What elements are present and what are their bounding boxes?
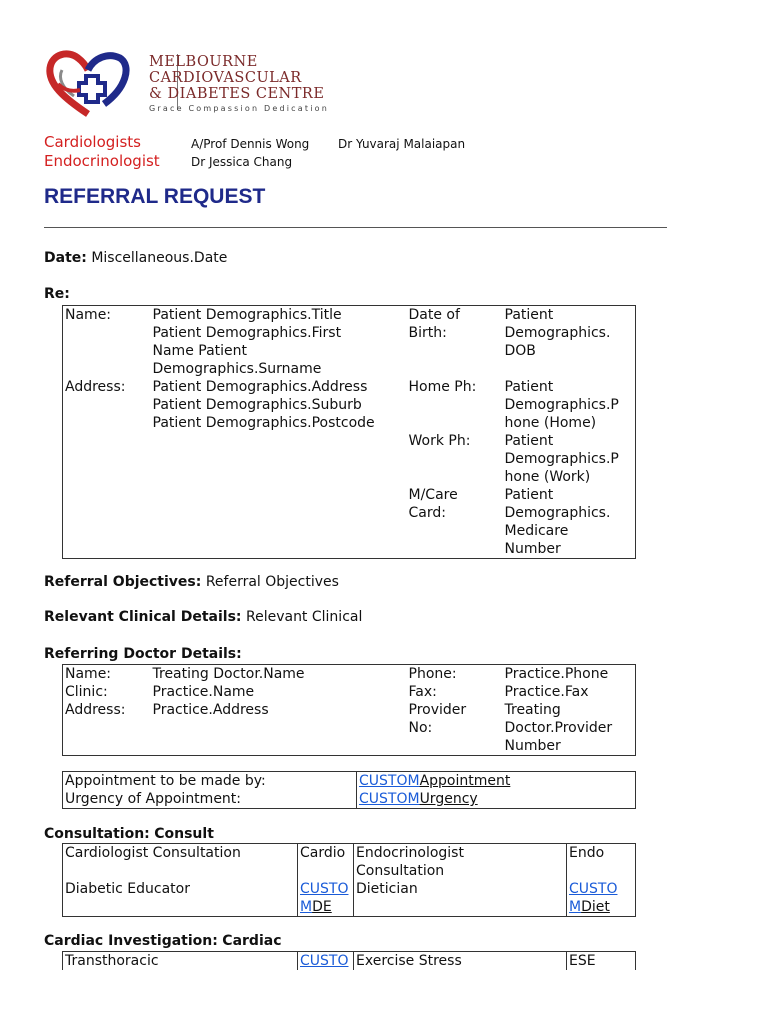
objectives-label: Referral Objectives: bbox=[44, 574, 202, 590]
title-rule bbox=[44, 227, 667, 228]
medicare-label-line: Card: bbox=[408, 505, 446, 521]
ese-value: ESE bbox=[567, 952, 636, 971]
logo-line-1: MELBOURNE bbox=[149, 54, 258, 70]
address-line: Patient Demographics.Address bbox=[152, 379, 368, 395]
medicare-value bbox=[503, 486, 636, 559]
consultation-table bbox=[62, 843, 636, 917]
contact-labels bbox=[407, 665, 503, 756]
date-line bbox=[44, 250, 227, 266]
home-phone-label: Home Ph: bbox=[408, 379, 477, 395]
doctors-column-2 bbox=[338, 135, 465, 153]
provider-value-line: Number bbox=[504, 738, 561, 754]
address-line: Patient Demographics.Suburb bbox=[152, 397, 362, 413]
medicare-label-line: M/Care bbox=[408, 487, 458, 503]
appointment-by-label: Appointment to be made by: bbox=[65, 773, 266, 789]
de-value: DE bbox=[312, 899, 332, 915]
cardiac-label: Cardiac Investigation: bbox=[44, 933, 218, 949]
consultation-value: Consult bbox=[154, 826, 214, 842]
date-label: Date: bbox=[44, 250, 87, 266]
urgency-value: Urgency bbox=[419, 791, 478, 807]
medicare-value-line: Number bbox=[504, 541, 561, 557]
dob-value bbox=[503, 306, 636, 379]
logo-tagline: Grace Compassion Dedication bbox=[149, 104, 329, 113]
doctor-name-label: Name: bbox=[65, 666, 112, 682]
re-label: Re: bbox=[44, 286, 70, 302]
endo-value: Endo bbox=[567, 844, 636, 881]
diet-custom-link[interactable]: CUSTO bbox=[569, 881, 618, 897]
dob-label bbox=[407, 306, 503, 379]
urgency-custom-link[interactable]: CUSTOM bbox=[359, 791, 420, 807]
home-phone-line: hone (Home) bbox=[504, 415, 597, 431]
address-line: Patient Demographics.Postcode bbox=[152, 415, 375, 431]
name-value bbox=[151, 306, 407, 379]
objectives-value: Referral Objectives bbox=[205, 574, 339, 590]
appointment-labels bbox=[63, 772, 357, 809]
fax-value: Practice.Fax bbox=[504, 684, 589, 700]
consultation-label: Consultation: bbox=[44, 826, 150, 842]
name-value-line: Name Patient bbox=[152, 343, 247, 359]
clinic-label: Clinic: bbox=[65, 684, 108, 700]
fax-label: Fax: bbox=[408, 684, 437, 700]
diabetic-educator-label: Diabetic Educator bbox=[63, 880, 298, 917]
doctor-name: Dr Jessica Chang bbox=[191, 155, 293, 169]
cardiac-table-clip bbox=[62, 951, 636, 970]
dob-label-line: Date of bbox=[408, 307, 460, 323]
dob-label-line: Birth: bbox=[408, 325, 447, 341]
practice-address-label: Address: bbox=[65, 702, 126, 718]
name-value-line: Patient Demographics.Title bbox=[152, 307, 342, 323]
specialties bbox=[44, 133, 160, 171]
doctors-column-1 bbox=[191, 135, 309, 171]
provider-value-line: Treating bbox=[504, 702, 561, 718]
doctor-labels bbox=[63, 665, 151, 756]
work-phone-label: Work Ph: bbox=[408, 433, 471, 449]
heart-cross-logo-icon bbox=[44, 48, 132, 118]
exercise-stress-label: Exercise Stress bbox=[354, 952, 567, 971]
logo-line-3: & DIABETES CENTRE bbox=[149, 86, 325, 102]
provider-label-line: Provider bbox=[408, 702, 467, 718]
appointment-custom-link[interactable]: CUSTOM bbox=[359, 773, 420, 789]
urgency-field bbox=[359, 790, 633, 808]
logo-line-2: CARDIOVASCULAR bbox=[149, 70, 302, 86]
dietician-label: Dietician bbox=[354, 880, 567, 917]
transthoracic-label: Transthoracic bbox=[63, 952, 298, 971]
medicare-value-line: Medicare bbox=[504, 523, 569, 539]
appointment-values bbox=[357, 772, 636, 809]
de-custom-link-2[interactable]: M bbox=[300, 899, 313, 915]
urgency-label: Urgency of Appointment: bbox=[65, 791, 242, 807]
home-phone-line: Patient bbox=[504, 379, 554, 395]
doctor-values bbox=[151, 665, 407, 756]
logo-wordmark bbox=[149, 54, 329, 113]
appointment-by-value: Appointment bbox=[419, 773, 511, 789]
home-phone-line: Demographics.P bbox=[504, 397, 619, 413]
diet-value: Diet bbox=[581, 899, 610, 915]
specialty-endocrinologist: Endocrinologist bbox=[44, 152, 160, 170]
medicare-value-line: Patient bbox=[504, 487, 554, 503]
doctor-name-value: Treating Doctor.Name bbox=[152, 666, 305, 682]
de-custom-link[interactable]: CUSTO bbox=[300, 881, 349, 897]
phone-label: Phone: bbox=[408, 666, 457, 682]
endocrinologist-consultation-label bbox=[354, 844, 567, 881]
contact-values bbox=[503, 665, 636, 756]
diabetic-educator-field bbox=[298, 880, 354, 917]
home-phone-value bbox=[503, 378, 636, 432]
clinic-value: Practice.Name bbox=[152, 684, 255, 700]
appointment-by-field bbox=[359, 772, 633, 790]
page-title: REFERRAL REQUEST bbox=[44, 185, 266, 208]
name-value-line: Patient Demographics.First bbox=[152, 325, 342, 341]
date-value: Miscellaneous.Date bbox=[91, 250, 228, 266]
provider-label-line: No: bbox=[408, 720, 433, 736]
name-label: Name: bbox=[65, 307, 112, 323]
cardiac-table bbox=[62, 951, 636, 970]
dob-value-line: DOB bbox=[504, 343, 536, 359]
clinical-line bbox=[44, 609, 362, 625]
work-phone-line: Demographics.P bbox=[504, 451, 619, 467]
work-phone-line: Patient bbox=[504, 433, 554, 449]
dob-value-line: Demographics. bbox=[504, 325, 611, 341]
diet-custom-link-2[interactable]: M bbox=[569, 899, 582, 915]
medicare-value-line: Demographics. bbox=[504, 505, 611, 521]
clinic-logo bbox=[44, 48, 344, 118]
doctor-details-table bbox=[62, 664, 636, 756]
name-value-line: Demographics.Surname bbox=[152, 361, 322, 377]
consultation-heading bbox=[44, 826, 214, 842]
doctor-name: A/Prof Dennis Wong bbox=[191, 137, 310, 151]
endo-label-line: Endocrinologist bbox=[356, 845, 464, 861]
doctor-details-heading bbox=[44, 646, 242, 662]
patient-details-table bbox=[62, 305, 636, 559]
medicare-label bbox=[407, 486, 503, 559]
transthoracic-field bbox=[298, 952, 354, 971]
dietician-field bbox=[567, 880, 636, 917]
dob-value-line: Patient bbox=[504, 307, 554, 323]
phone-value: Practice.Phone bbox=[504, 666, 609, 682]
endo-label-line: Consultation bbox=[356, 863, 445, 879]
objectives-line bbox=[44, 574, 339, 590]
re-line bbox=[44, 286, 70, 302]
tte-custom-link[interactable]: CUSTO bbox=[300, 953, 349, 969]
practice-address-value: Practice.Address bbox=[152, 702, 269, 718]
clinical-label: Relevant Clinical Details: bbox=[44, 609, 242, 625]
cardiac-heading bbox=[44, 933, 282, 949]
clinical-value: Relevant Clinical bbox=[245, 609, 363, 625]
address-label: Address: bbox=[65, 379, 126, 395]
doctor-details-label: Referring Doctor Details: bbox=[44, 646, 242, 662]
appointment-table bbox=[62, 771, 636, 809]
work-phone-line: hone (Work) bbox=[504, 469, 591, 485]
provider-value-line: Doctor.Provider bbox=[504, 720, 613, 736]
cardio-value: Cardio bbox=[298, 844, 354, 881]
specialty-cardiologists: Cardiologists bbox=[44, 133, 141, 151]
work-phone-value bbox=[503, 432, 636, 486]
cardiac-value: Cardiac bbox=[222, 933, 282, 949]
address-value bbox=[151, 378, 407, 559]
doctor-name: Dr Yuvaraj Malaiapan bbox=[338, 137, 466, 151]
cardiologist-consultation-label: Cardiologist Consultation bbox=[63, 844, 298, 881]
